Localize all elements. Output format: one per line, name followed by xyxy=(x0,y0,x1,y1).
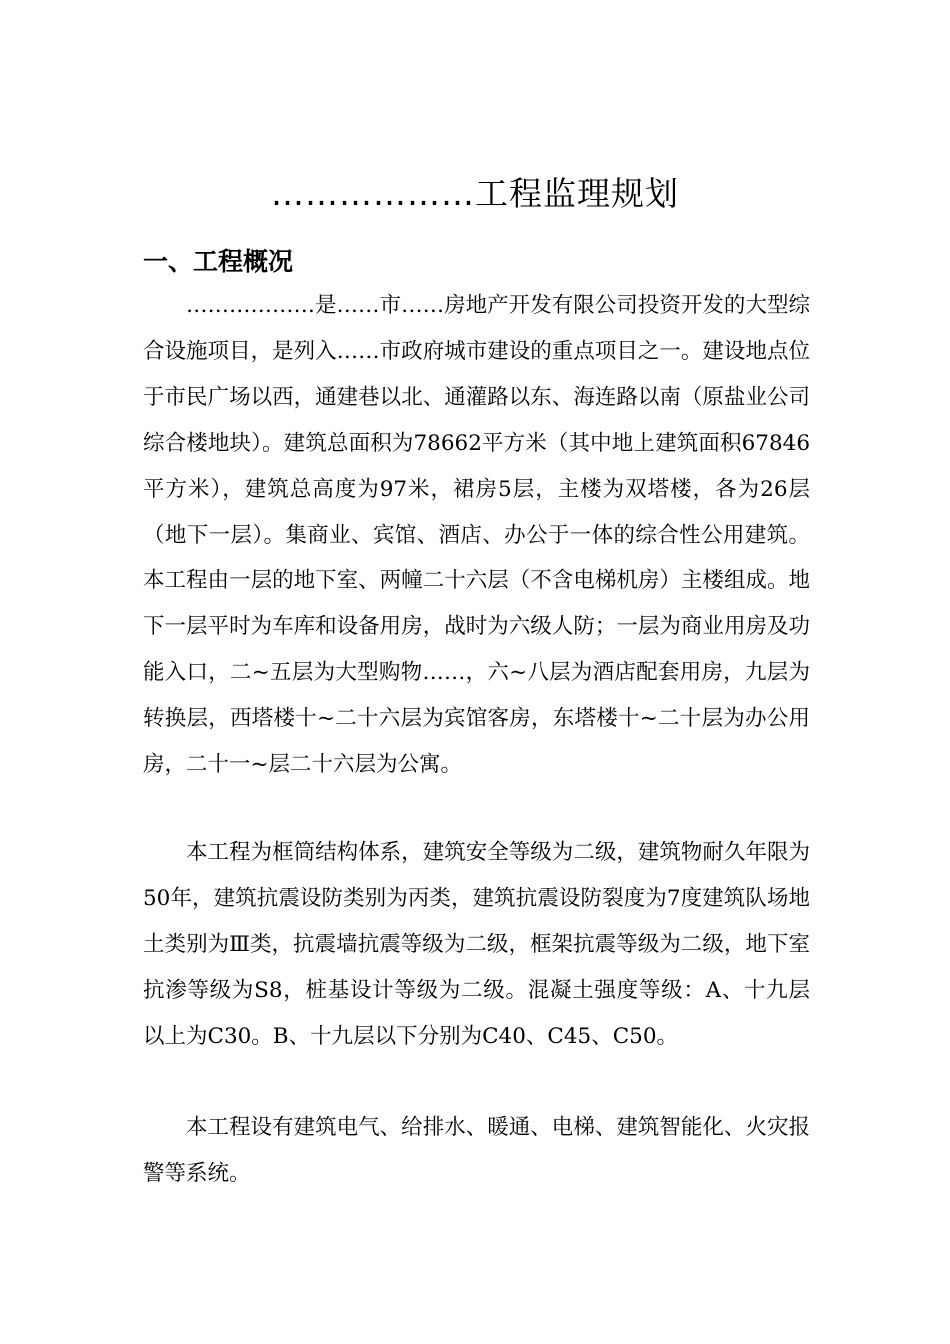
document-title: ………………工程监理规划 xyxy=(271,174,679,213)
paragraph-systems: 本工程设有建筑电气、给排水、暖通、电梯、建筑智能化、火灾报警等系统。 xyxy=(143,1115,810,1186)
section-heading: 一、工程概况 xyxy=(143,247,294,276)
paragraph-structure: 本工程为框筒结构体系，建筑安全等级为二级，建筑物耐久年限为50年，建筑抗震设防类别为丙类，建筑抗震设防裂度为7度建筑队场地土类别为Ⅲ类，抗震墙抗震等级为二级，框架抗震等级为二级，地下室抗渗等级为S8，桩基设计等级为二级。混凝土强度等级：A、十九层以上为C30。B、十九层以下分别为C40、C45、C50。 xyxy=(143,840,810,1049)
paragraph-project-overview: ………………是……市……房地产开发有限公司投资开发的大型综合设施项目，是列入……市政府城市建设的重点项目之一。建设地点位于市民广场以西，通建巷以北、通灌路以东、海连路以南（原盐业公司综合楼地块）。建筑总面积为78662平方米（其中地上建筑面积67846平方米），建筑总高度为97米，裙房5层，主楼为双塔楼，各为26层（地下一层）。集商业、宾馆、酒店、办公于一体的综合性公用建筑。本工程由一层的地下室、两幢二十六层（不含电梯机房）主楼组成。地下一层平时为车库和设备用房，战时为六级人防；一层为商业用房及功能入口，二~五层为大型购物……，六~八层为酒店配套用房，九层为转换层，西塔楼十~二十六层为宾馆客房，东塔楼十~二十层为办公用房，二十一~层二十六层为公寓。 xyxy=(143,293,810,778)
